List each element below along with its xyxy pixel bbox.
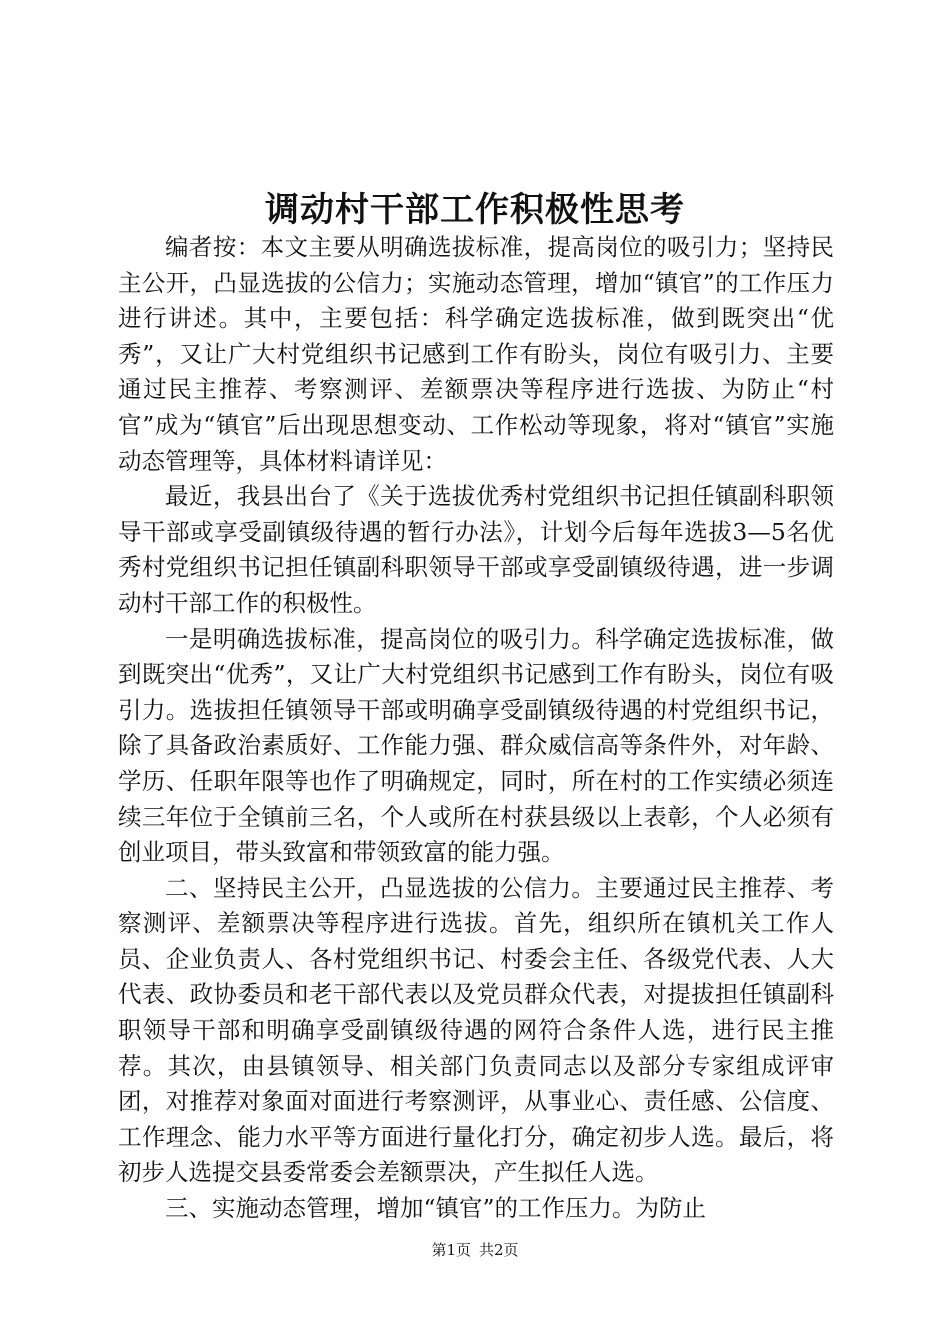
paragraph-intro: 最近，我县出台了《关于选拔优秀村党组织书记担任镇副科职领导干部或享受副镇级待遇的暂行办法》，计划今后每年选拔3—5名优秀村党组织书记担任镇副科职领导干部或享受副镇级待遇，进一步调动村干部工作的积极性。 (118, 482, 834, 617)
paragraph-editor-note: 编者按：本文主要从明确选拔标准，提高岗位的吸引力；坚持民主公开，凸显选拔的公信力；实施动态管理，增加“镇官”的工作压力进行讲述。其中，主要包括：科学确定选拔标准，做到既突出“优秀”，又让广大村党组织书记感到工作有盼头，岗位有吸引力、主要通过民主推荐、考察测评、差额票决等程序进行选拔、为防止“村官”成为“镇官”后出现思想变动、工作松动等现象，将对“镇官”实施动态管理等，具体材料请详见： (118, 233, 834, 475)
document-body (118, 230, 834, 1227)
page-total: 共2页 (479, 1241, 519, 1259)
paragraph-point-one: 一是明确选拔标准，提高岗位的吸引力。科学确定选拔标准，做到既突出“优秀”，又让广大村党组织书记感到工作有盼头，岗位有吸引力。选拔担任镇领导干部或明确享受副镇级待遇的村党组织书记，除了具备政治素质好、工作能力强、群众威信高等条件外，对年龄、学历、任职年限等也作了明确规定，同时，所在村的工作实绩必须连续三年位于全镇前三名，个人或所在村获县级以上表彰，个人必须有创业项目，带头致富和带领致富的能力强。 (118, 624, 834, 867)
page-number: 第1页 (431, 1241, 471, 1259)
paragraph-point-two: 二、坚持民主公开，凸显选拔的公信力。主要通过民主推荐、考察测评、差额票决等程序进行选拔。首先，组织所在镇机关工作人员、企业负责人、各村党组织书记、村委会主任、各级党代表、人大代表、政协委员和老干部代表以及党员群众代表，对提拔担任镇副科职领导干部和明确享受副镇级待遇的网符合条件人选，进行民主推荐。其次，由县镇领导、相关部门负责同志以及部分专家组成评审团，对推荐对象面对面进行考察测评，从事业心、责任感、公信度、工作理念、能力水平等方面进行量化打分，确定初步人选。最后，将初步人选提交县委常委会差额票决，产生拟任人选。 (118, 873, 834, 1187)
document-title: 调动村干部工作积极性思考 (265, 190, 685, 230)
paragraph-point-three: 三、实施动态管理，增加“镇官”的工作压力。为防止 (165, 1194, 707, 1223)
page-footer (0, 1240, 950, 1260)
